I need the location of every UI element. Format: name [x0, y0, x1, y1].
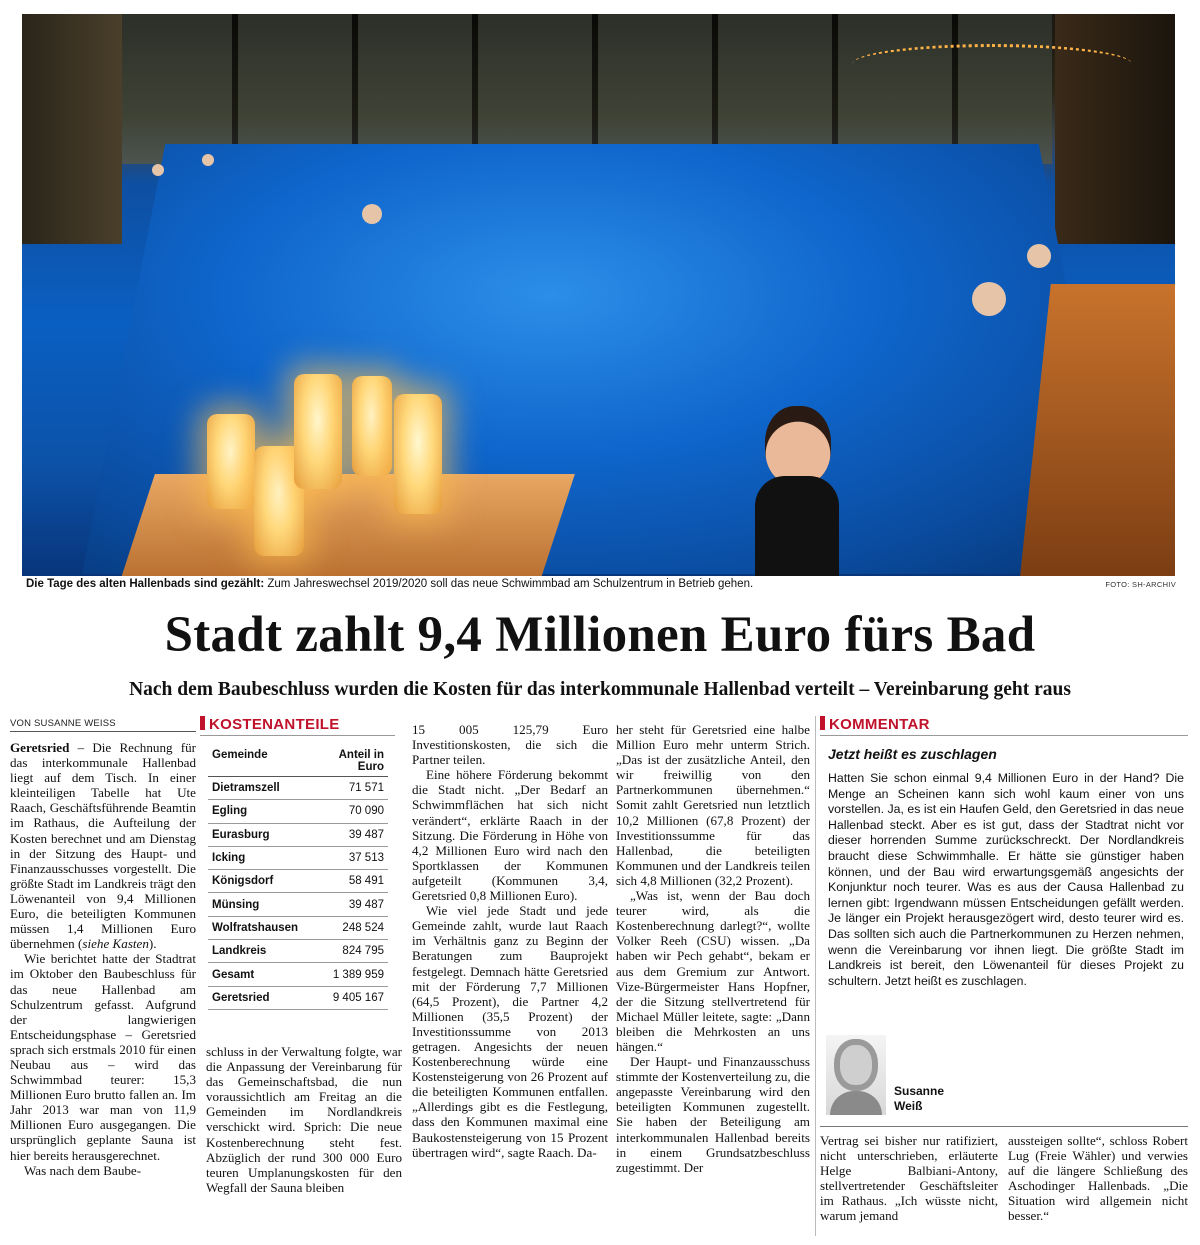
- article-paragraph: Vertrag sei bisher nur ratifiziert, nicht unterschrieben, erläuterte Helge Balbiani-Antony, stellvertretender Geschäftsleiter im Rathaus. „Ich wüsste nicht, warum jemand: [820, 1133, 998, 1224]
- column-header-anteil: Anteil in Euro: [328, 746, 388, 777]
- photo-credit: FOTO: SH-ARCHIV: [1105, 580, 1176, 589]
- comment-text: Hatten Sie schon einmal 9,4 Millionen Euro in der Hand? Die Menge an Scheinen kann sich wohl kaum einer von uns vorstellen. Ja, es ist ein Haufen Geld, den Geretsried in das neue Hallenbad steckt. Aber es ist gut, dass der Stadtrat nicht vor dieser horrenden Summe zurückschreckt. Der Nordlandkreis braucht diese Schwimmhalle. Er hätte sie günstiger haben können, und der Bau wird erwartungsgemäß angesichts der Konjunktur noch teurer. Was es aus der Causa Hallenbad zu lernen gibt: Irgendwann müssen Entscheidungen gefällt werden. Je länger ein Projekt herausgezögert wird, desto teurer wird es. Das sollten sich auch die Partnerkommunen zu Herzen nehmen, wenn die Vereinbarung vor ihnen liegt. Die größte Stadt im Landkreis ist bereit, den Löwenanteil für dieses Projekt zu schultern. Jetzt heißt es zuschlagen.: [828, 771, 1184, 988]
- comment-title: KOMMENTAR: [820, 716, 1188, 736]
- article-column-6: [1008, 1133, 1188, 1224]
- byline: VON SUSANNE WEISS: [10, 718, 196, 732]
- article-paragraph: Eine höhere Förderung bekommt die Stadt nicht. „Der Bedarf an Schwimmflächen hat sich nicht verändert“, erklärte Raach in der Sitzung. Die Förderung in Höhe von 4,2 Millionen Euro wird nach den Sportklassen der Kommunen aufgeteilt (Kommunen 3,4, Geretsried 0,8 Millionen Euro).: [412, 767, 608, 904]
- table-row: Icking 37 513: [208, 846, 388, 869]
- column-header-gemeinde: Gemeinde: [208, 746, 328, 777]
- article-paragraph: aussteigen sollte“, schloss Robert Lug (Freie Wähler) und verwies auf die längere Schließung des Aschodinger Hallenbads. „Die Situation wird allgemein nicht besser.“: [1008, 1133, 1188, 1224]
- article-paragraph: Der Haupt- und Finanzausschuss stimmte der Kostenverteilung zu, die angepasste Vereinbarung wird den beteiligten Kommunen zugestellt. Sie haben der Beteiligung am interkommunalen Hallenbad bereits in einem Grundsatzbeschluss zugestimmt. Der: [616, 1054, 810, 1175]
- author-name: Susanne Weiß: [894, 1084, 945, 1113]
- article-paragraph: Wie berichtet hatte der Stadtrat im Oktober den Baubeschluss für das neue Hallenbad am Schulzentrum gefasst. Aufgrund der langwierigen Entscheidungsphase – Geretsried sprach sich erstmals 2010 für einen Neubau aus – wird das Schwimmbad teurer: 15,3 Millionen Euro brutto fallen an. Im Jahr 2013 war man von 11,9 Millionen Euro ausgegangen. Die ursprünglich geplante Sauna ist hier bereits herausgerechnet.: [10, 951, 196, 1163]
- table-row: Wolfratshausen 248 524: [208, 916, 388, 939]
- table-row: Landkreis 824 795: [208, 940, 388, 963]
- subheadline: Nach dem Baubeschluss wurden die Kosten für das interkommunale Hallenbad verteilt – Vereinbarung geht raus: [129, 679, 1071, 700]
- article-photo: [22, 14, 1175, 576]
- article-column-2: [206, 1044, 402, 1195]
- table-row: Dietramszell 71 571: [208, 777, 388, 800]
- article-paragraph: Wie viel jede Stadt und jede Gemeinde zahlt, wurde laut Raach im Verhältnis ganz zu Beginn der Beratungen zum Bauprojekt festgelegt. Demnach hätte Geretsried mit der Förderung 7,7 Millionen (64,5 Prozent), die Partner 4,2 Millionen (35,5 Prozent) der Investitionssumme von 2013 getragen. Angesichts der neuen Kostenberechnung würde eine Kostensteigerung von 26 Prozent auf die beteiligten Kommunen entfallen. „Allerdings gibt es die Festlegung, dass den Kommunen maximal eine Baukostensteigerung von 15 Prozent übertragen wird“, sagte Raach. Da-: [412, 903, 608, 1160]
- article-paragraph: „Was ist, wenn der Bau doch teurer wird, als die Kostenberechnung darlegt?“, wollte Volker Reeh (CSU) wissen. „Da haben wir Pech gehabt“, bekam er aus dem Gremium zur Antwort. Vize-Bürgermeister Hans Hopfner, der die Sitzung stellvertretend für Michael Müller leitete, sagte: „Dann bleiben die Mehrkosten an uns hängen.“: [616, 888, 810, 1054]
- article-column-1: [10, 740, 196, 1178]
- caption-bold: Die Tage des alten Hallenbads sind gezählt:: [26, 578, 265, 590]
- table-row: Gesamt 1 389 959: [208, 963, 388, 986]
- author-portrait: [826, 1035, 886, 1115]
- article-paragraph: schluss in der Verwaltung folgte, war die Anpassung der Vereinbarung für das Gemeinschaftsbad, die nun voraussichtlich am Freitag an die Gemeinden im Nordlandkreis verschickt wird. Sprich: Die neue Kostenberechnung steht fest. Abzüglich der rund 300 000 Euro teuren Umplanungskosten für den Wegfall der Sauna bleiben: [206, 1044, 402, 1195]
- dateline: Geretsried: [10, 740, 70, 755]
- article-paragraph: 15 005 125,79 Euro Investitionskosten, die sich die Partner teilen.: [412, 722, 608, 768]
- table-row: Egling 70 090: [208, 800, 388, 823]
- table-row: Geretsried 9 405 167: [208, 986, 388, 1009]
- article-paragraph: Geretsried – Die Rechnung für das interkommunale Hallenbad liegt auf dem Tisch. In einer kleinteiligen Tabelle hat Ute Raach, Geschäftsführende Beamtin im Rathaus, die Aufteilung der Kosten berechnet und am Dienstag in der Sitzung des Haupt- und Finanzausschusses vorgestellt. Die größte Stadt im Landkreis trägt den Löwenanteil von 9,4 Millionen Euro, die beteiligten Kommunen müssen 1,4 Millionen Euro übernehmen (siehe Kasten).: [10, 740, 196, 952]
- swimmer-woman: [747, 406, 847, 576]
- photo-caption: [26, 578, 1176, 590]
- table-row: Münsing 39 487: [208, 893, 388, 916]
- article-column-4: [616, 722, 810, 1175]
- article-paragraph: her steht für Geretsried eine halbe Million Euro mehr unterm Strich. „Das ist der zusätzliche Anteil, den wir freiwillig von den Partnerkommunen übernehmen.“ Somit zahlt Geretsried nun letztlich 10,2 Millionen (67,8 Prozent) der Investitionssumme für das Hallenbad, die beteiligten Kommunen und der Landkreis teilen sich 4,8 Millionen (32,2 Prozent).: [616, 722, 810, 888]
- article-paragraph: Was nach dem Baube-: [24, 1162, 142, 1178]
- table-row: Eurasburg 39 487: [208, 823, 388, 846]
- article-column-5: [820, 1133, 998, 1224]
- headline: Stadt zahlt 9,4 Millionen Euro fürs Bad: [164, 607, 1036, 663]
- caption-text: Zum Jahreswechsel 2019/2020 soll das neue Schwimmbad am Schulzentrum in Betrieb gehen.: [264, 578, 754, 590]
- table-row: Königsdorf 58 491: [208, 870, 388, 893]
- article-column-3: [412, 722, 608, 1160]
- comment-subtitle: Jetzt heißt es zuschlagen: [828, 746, 997, 762]
- table-header: [208, 746, 388, 777]
- box-title: KOSTENANTEILE: [200, 716, 395, 736]
- cost-share-table: [208, 746, 388, 1010]
